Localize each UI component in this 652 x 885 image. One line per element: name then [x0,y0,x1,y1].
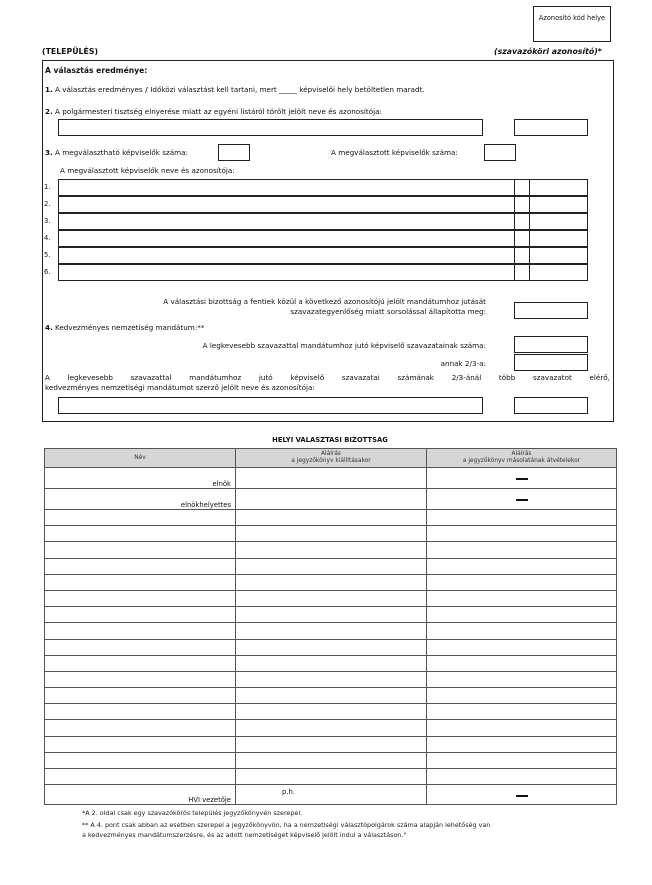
signature-cell[interactable] [236,558,427,574]
elected-id-field[interactable] [514,196,588,213]
signature-cell[interactable] [236,468,427,489]
name-cell[interactable] [45,671,236,687]
signature-cell[interactable] [427,590,617,606]
signature-cell[interactable] [236,526,427,542]
signature-cell[interactable] [236,785,427,805]
elected-name-field[interactable] [58,247,530,264]
signature-cell[interactable] [236,574,427,590]
elected-id-field[interactable] [514,264,588,281]
preferential-text: A legkevesebb szavazattal mandátumhoz jutó képviselő szavazatai számának 2/3-ánál több szavazatot elérő, kedvezményes nemzetiségi mandátumot szerző jelölt neve és azonosítója: [45,373,610,392]
table-row [45,704,617,720]
signature-cell[interactable] [236,704,427,720]
name-cell[interactable] [45,623,236,639]
signature-cell[interactable] [236,655,427,671]
table-row [45,623,617,639]
table-row [45,574,617,590]
name-cell[interactable] [45,639,236,655]
signature-cell[interactable] [427,720,617,736]
signature-cell[interactable] [236,607,427,623]
table-row [45,526,617,542]
dash-mark [516,499,528,501]
signature-cell[interactable] [236,688,427,704]
role-vice-chair: elnökhelyettes [45,489,236,510]
table-row [45,639,617,655]
elected-id-field[interactable] [514,179,588,196]
signature-cell[interactable] [236,590,427,606]
signature-cell[interactable] [427,489,617,510]
role-chair: elnök [45,468,236,489]
min-votes-field[interactable] [514,336,588,353]
signature-cell[interactable] [427,526,617,542]
signature-cell[interactable] [236,736,427,752]
signature-cell[interactable] [427,574,617,590]
table-row [45,736,617,752]
signature-cell[interactable] [236,489,427,510]
name-cell[interactable] [45,607,236,623]
elected-id-field[interactable] [514,230,588,247]
signature-cell[interactable] [427,688,617,704]
col-name-header: Név [45,449,236,468]
table-row [45,468,617,489]
signature-cell[interactable] [427,752,617,768]
table-row [45,607,617,623]
item-1: 1. A választás eredményes / Időközi választást kell tartani, mert _____ képviselői hely betöltetlen maradt. [45,85,425,94]
deleted-candidate-id-field[interactable] [514,119,588,136]
name-cell[interactable] [45,688,236,704]
signature-cell[interactable] [427,769,617,785]
table-row [45,769,617,785]
elected-name-field[interactable] [58,264,530,281]
name-cell[interactable] [45,574,236,590]
dash-mark [516,478,528,480]
section-title: A választás eredménye: [45,66,148,75]
signature-cell[interactable] [427,704,617,720]
table-row [45,688,617,704]
signature-cell[interactable] [236,623,427,639]
role-hvi-head: HVI vezetője [45,785,236,805]
signature-cell[interactable] [427,623,617,639]
name-cell[interactable] [45,590,236,606]
signature-cell[interactable] [427,558,617,574]
item-2: 2. A polgármesteri tisztség elnyerése miatt az egyéni listáról törölt jelölt neve és azonosítója: [45,107,382,116]
signature-cell[interactable] [236,542,427,558]
elected-name-field[interactable] [58,230,530,247]
name-cell[interactable] [45,542,236,558]
signature-cell[interactable] [236,720,427,736]
signature-cell[interactable] [236,510,427,526]
signature-table [44,448,617,805]
item-3-eligible: 3. A megválasztható képviselők száma: [45,148,188,157]
item-4: 4. Kedvezményes nemzetiség mandátum:** [45,323,205,332]
signature-cell[interactable] [427,785,617,805]
table-row [45,542,617,558]
name-cell[interactable] [45,558,236,574]
name-cell[interactable] [45,510,236,526]
elected-id-field[interactable] [514,247,588,264]
elected-name-field[interactable] [58,196,530,213]
signature-cell[interactable] [427,671,617,687]
preferential-name-field[interactable] [58,397,483,414]
col-sign-issue-header: Aláírás a jegyzőkönyv kiállításakor [236,449,427,468]
signature-cell[interactable] [236,671,427,687]
elected-count-field[interactable] [484,144,516,161]
name-cell[interactable] [45,769,236,785]
id-code-label: Azonosító kód helye [538,14,606,22]
preferential-id-field[interactable] [514,397,588,414]
table-row [45,655,617,671]
name-cell[interactable] [45,720,236,736]
precinct-id-label: (szavazóköri azonosító)* [494,47,602,56]
settlement-label: (TELEPÜLÉS) [42,47,99,56]
table-row [45,510,617,526]
signature-cell[interactable] [236,639,427,655]
signature-cell[interactable] [427,607,617,623]
table-row [45,590,617,606]
table-header-row [45,449,617,468]
signature-cell[interactable] [427,510,617,526]
elected-names-label: A megválasztott képviselők neve és azonosítója: [60,166,235,175]
stamp-place: p.h. [282,788,295,796]
name-cell[interactable] [45,752,236,768]
name-cell[interactable] [45,526,236,542]
col-sign-receipt-header: Aláírás a jegyzőkönyv másolatának átvételekor [427,449,617,468]
signature-cell[interactable] [427,639,617,655]
table-row [45,785,617,805]
item-3-elected: A megválasztott képviselők száma: [331,148,458,157]
name-cell[interactable] [45,736,236,752]
signature-cell[interactable] [427,542,617,558]
elected-name-field[interactable] [58,179,530,196]
table-row [45,558,617,574]
table-row [45,752,617,768]
committee-title: HELYI VALASZTASI BIZOTTSAG [272,436,388,444]
footnote-1: *A 2. oldal csak egy szavazókörös település jegyzőkönyvén szerepel. [82,809,303,817]
table-row [45,671,617,687]
signature-cell[interactable] [427,468,617,489]
table-row [45,720,617,736]
elected-name-field[interactable] [58,213,530,230]
footnote-2: ** A 4. pont csak abban az esetben szerepel a jegyzőkönyvön, ha a nemzetiségi választópolgárok száma alapján lehetőség van [82,821,491,829]
id-code-box [533,6,611,42]
signature-cell[interactable] [236,769,427,785]
name-cell[interactable] [45,655,236,671]
min-votes-label: A legkevesebb szavazattal mandátumhoz jutó képviselő szavazatainak száma: [202,341,486,350]
lottery-text: A választási bizottság a fentiek közül a következő azonosítójú jelölt mandátumhoz jutását szavazategyenlőség miatt sorsolással állapította meg: [163,297,486,316]
elected-id-field[interactable] [514,213,588,230]
signature-cell[interactable] [427,736,617,752]
two-thirds-label: annak 2/3-a: [440,359,486,368]
two-thirds-field[interactable] [514,354,588,371]
lottery-id-field[interactable] [514,302,588,319]
signature-cell[interactable] [427,655,617,671]
dash-mark [516,795,528,797]
deleted-candidate-name-field[interactable] [58,119,483,136]
signature-cell[interactable] [236,752,427,768]
footnote-2-cont: a kedvezményes mandátumszerzésre, és az adott nemzetiséget képviselő jelölt indul a választáson." [82,831,407,839]
table-row [45,489,617,510]
eligible-count-field[interactable] [218,144,250,161]
name-cell[interactable] [45,704,236,720]
